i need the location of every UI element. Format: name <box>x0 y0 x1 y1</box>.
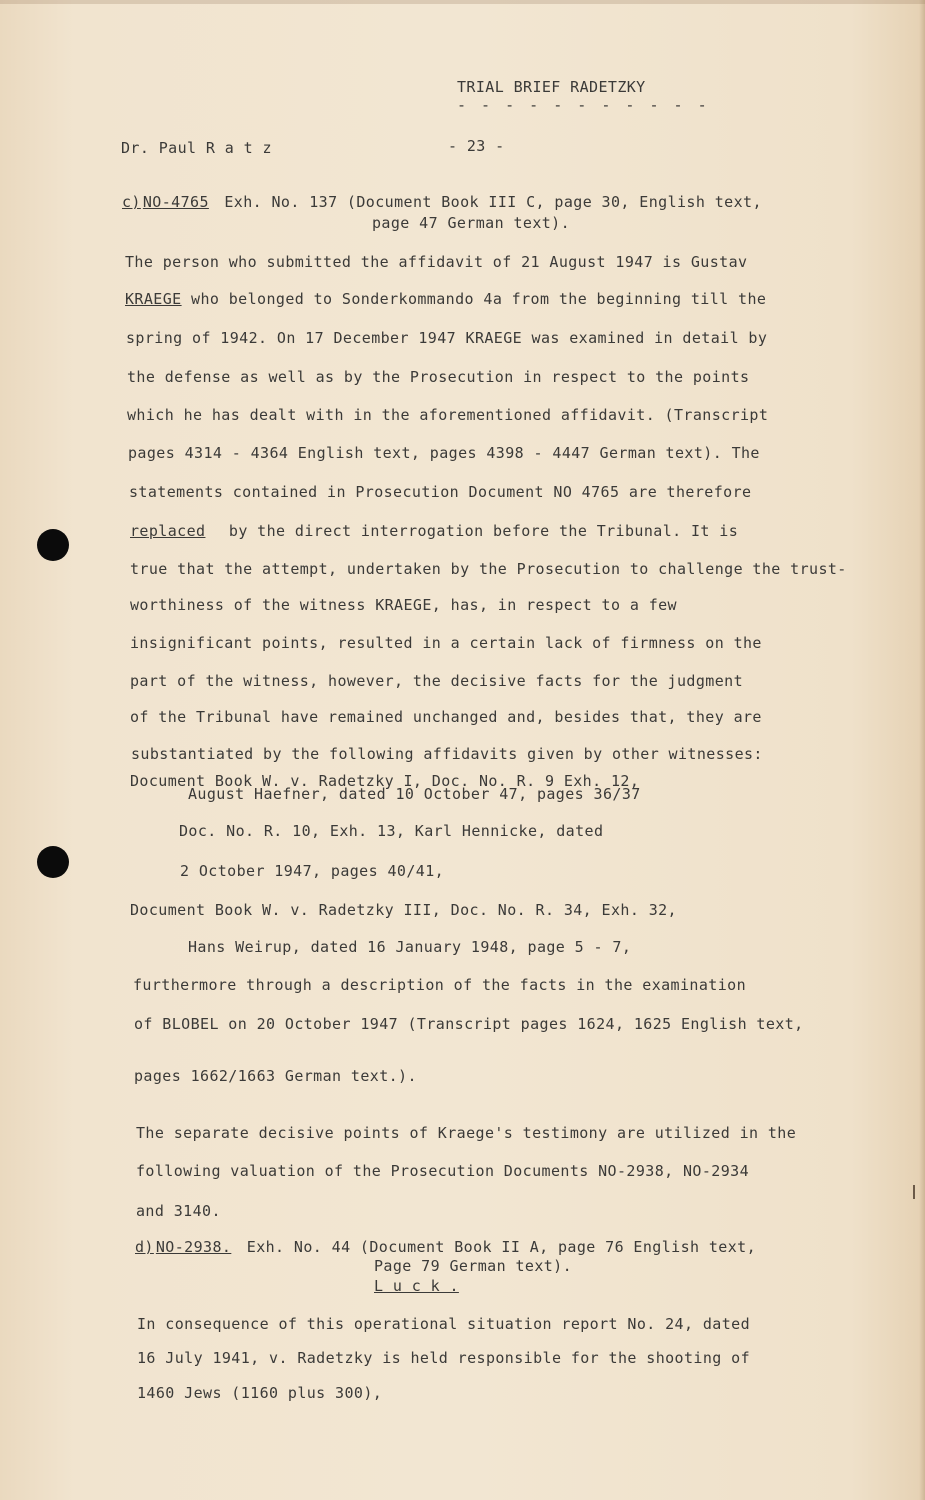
ref-line-3: Doc. No. R. 10, Exh. 13, Karl Hennicke, dated <box>179 822 604 840</box>
punch-hole-lower <box>37 846 69 878</box>
section-c-doc-id: NO-4765 <box>142 193 209 211</box>
punch-hole-upper <box>37 529 69 561</box>
ref-line-6: Hans Weirup, dated 16 January 1948, page 5 - 7, <box>188 938 632 956</box>
document-title: TRIAL BRIEF RADETZKY <box>457 78 646 96</box>
ref-line-1: Document Book W. v. Radetzky I, Doc. No. R. 9 Exh. 12, <box>130 772 640 790</box>
body-line-6: pages 4314 - 4364 English text, pages 4398 - 4447 German text). The <box>128 444 760 462</box>
kraege-name: KRAEGE <box>125 290 182 308</box>
section-c-ref-line1: Exh. No. 137 (Document Book III C, page 30, English text, <box>224 193 762 211</box>
body-line-2 <box>125 290 766 308</box>
title-rule: - - - - - - - - - - - <box>457 96 710 114</box>
author-line: Dr. Paul R a t z <box>121 139 272 157</box>
summary-line-1: The separate decisive points of Kraege's testimony are utilized in the <box>136 1124 797 1142</box>
summary-line-2: following valuation of the Prosecution Documents NO-2938, NO-2934 <box>136 1162 749 1180</box>
body-line-11: insignificant points, resulted in a certain lack of firmness on the <box>130 634 762 652</box>
summary-line-3: and 3140. <box>136 1202 221 1220</box>
margin-mark <box>913 1185 915 1199</box>
ref-line-9: pages 1662/1663 German text.). <box>134 1067 417 1085</box>
section-c-ref-line2: page 47 German text). <box>372 214 571 232</box>
section-d-line-3: 1460 Jews (1160 plus 300), <box>137 1384 383 1402</box>
body-line-2-text: who belonged to Sonderkommando 4a from the beginning till the <box>191 290 767 308</box>
body-line-9: true that the attempt, undertaken by the Prosecution to challenge the trust- <box>130 560 847 578</box>
body-line-10: worthiness of the witness KRAEGE, has, in respect to a few <box>130 596 677 614</box>
ref-line-8: of BLOBEL on 20 October 1947 (Transcript pages 1624, 1625 English text, <box>134 1015 804 1033</box>
replaced-word: replaced <box>130 522 206 540</box>
ref-line-4: 2 October 1947, pages 40/41, <box>180 862 445 880</box>
section-c-heading <box>122 193 762 211</box>
body-line-12: part of the witness, however, the decisive facts for the judgment <box>130 672 743 690</box>
section-d-line-1: In consequence of this operational situation report No. 24, dated <box>137 1315 750 1333</box>
section-d-marker: d) <box>135 1238 154 1256</box>
body-line-3: spring of 1942. On 17 December 1947 KRAEGE was examined in detail by <box>126 329 768 347</box>
body-line-8 <box>130 522 738 540</box>
section-c-marker: c) <box>122 193 141 211</box>
page-top-edge <box>0 0 925 4</box>
body-line-1: The person who submitted the affidavit of 21 August 1947 is Gustav <box>125 253 748 271</box>
section-d-line-2: 16 July 1941, v. Radetzky is held responsible for the shooting of <box>137 1349 750 1367</box>
page-number: - 23 - <box>448 137 505 155</box>
ref-line-5: Document Book W. v. Radetzky III, Doc. No. R. 34, Exh. 32, <box>130 901 677 919</box>
ref-line-2: August Haefner, dated 10 October 47, pages 36/37 <box>188 785 641 803</box>
body-line-5: which he has dealt with in the aforementioned affidavit. (Transcript <box>127 406 769 424</box>
ref-line-7: furthermore through a description of the facts in the examination <box>133 976 746 994</box>
body-line-14: substantiated by the following affidavits given by other witnesses: <box>131 745 763 763</box>
body-line-4: the defense as well as by the Prosecution in respect to the points <box>127 368 750 386</box>
body-line-8-text: by the direct interrogation before the Tribunal. It is <box>228 522 739 540</box>
section-d-ref-line1: Exh. No. 44 (Document Book II A, page 76 English text, <box>246 1238 757 1256</box>
section-d-place: L u c k . <box>374 1277 459 1295</box>
page-right-edge <box>919 0 925 1500</box>
section-d-heading <box>135 1238 756 1256</box>
body-line-7: statements contained in Prosecution Document NO 4765 are therefore <box>129 483 752 501</box>
body-line-13: of the Tribunal have remained unchanged and, besides that, they are <box>130 708 762 726</box>
section-d-ref-line2: Page 79 German text). <box>374 1257 573 1275</box>
section-d-doc-id: NO-2938. <box>155 1238 232 1256</box>
